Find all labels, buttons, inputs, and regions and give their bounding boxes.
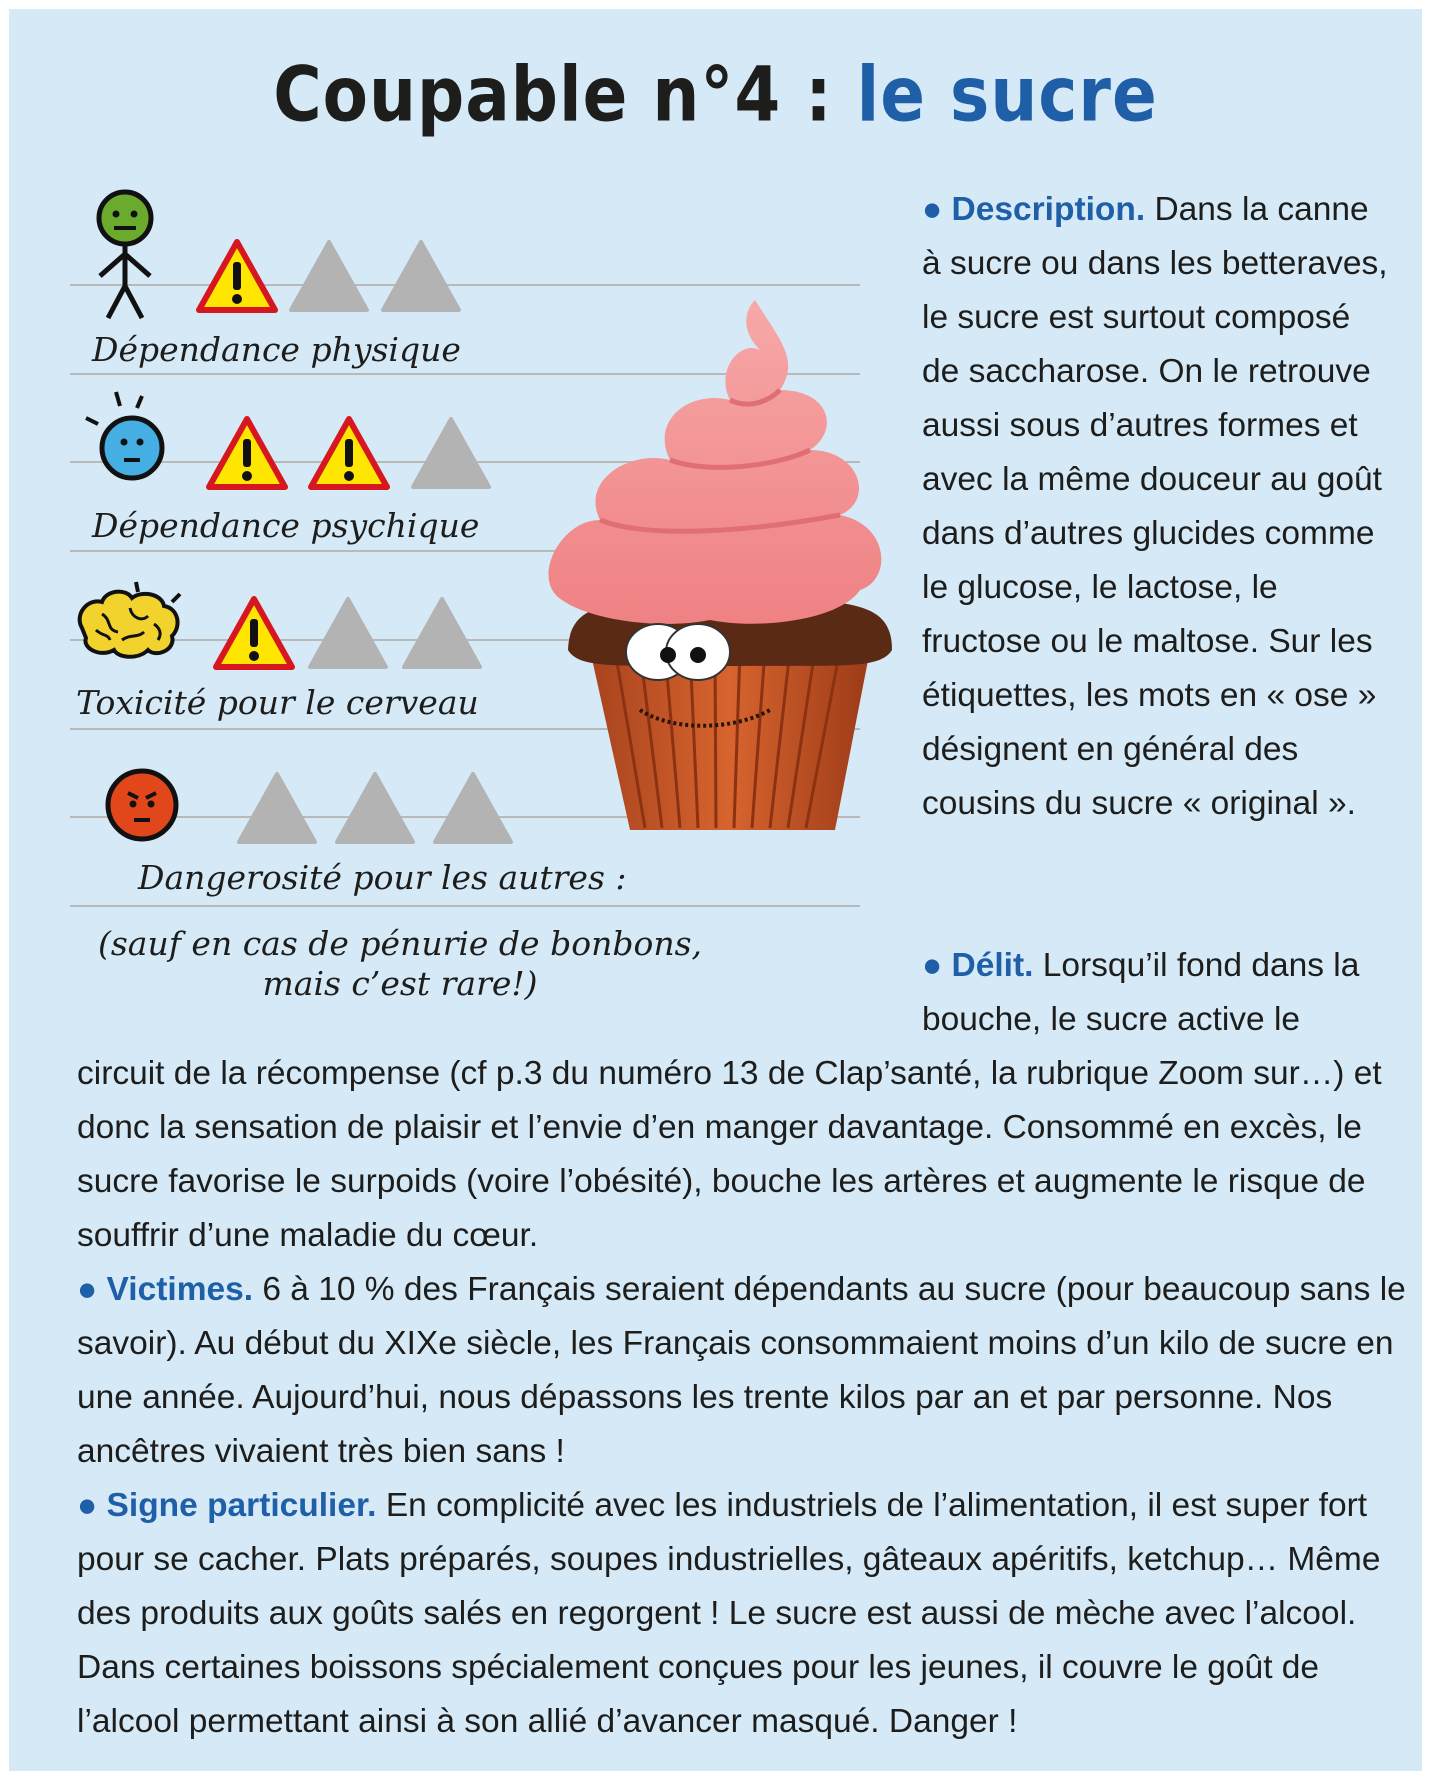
victimes-paragraph: [77, 1263, 1407, 1479]
inactive-triangle-icon: [409, 415, 493, 491]
inactive-triangle-icon: [400, 595, 484, 671]
rating-label-danger: Dangerosité pour les autres :: [138, 858, 627, 897]
inactive-triangle-icon: [287, 238, 371, 314]
bullet-icon: ●: [77, 1271, 98, 1308]
inactive-triangle-icon: [333, 770, 417, 846]
brain-icon: [72, 578, 192, 663]
bullet-icon: ●: [922, 947, 943, 984]
rating-label-physical: Dépendance physique: [92, 330, 461, 369]
angry-face-icon: [102, 765, 182, 845]
rating-label-psychic: Dépendance psychique: [92, 506, 480, 545]
signe-heading: Signe particulier.: [106, 1487, 377, 1524]
description-paragraph: [922, 183, 1392, 831]
delit-body-right: Lorsqu’il fond dans la bouche, le sucre active le: [922, 947, 1360, 1038]
inactive-triangle-icon: [235, 770, 319, 846]
cupcake-character-icon: [540, 300, 920, 845]
signe-paragraph: [77, 1479, 1407, 1749]
description-body: Dans la canne à sucre ou dans les betteraves, le sucre est surtout composé de saccharose. On le retrouve aussi sous d’autres formes et avec la même douceur au goût dans d’autres glucides comme le glucose, le lactose, le fructose ou le maltose. Sur les étiquettes, les mots en « ose » désignent en général des cousins du sucre « original ».: [922, 191, 1388, 822]
delit-paragraph: [922, 939, 1392, 1047]
divider: [70, 284, 860, 286]
inactive-triangle-icon: [431, 770, 515, 846]
delit-continued: circuit de la récompense (cf p.3 du numéro 13 de Clap’santé, la rubrique Zoom sur…) et donc la sensation de plaisir et l’envie d’en manger davantage. Consommé en excès, le sucre favorise le surpoids (voire l’obésité), bouche les artères et augmente le risque de souffrir d’une maladie du cœur.: [77, 1055, 1382, 1254]
bullet-icon: ●: [77, 1487, 98, 1524]
inactive-triangle-icon: [379, 238, 463, 314]
warning-triangle-icon: [195, 238, 279, 314]
description-heading: Description.: [951, 191, 1146, 228]
rating-label-brain: Toxicité pour le cerveau: [76, 683, 479, 722]
stick-figure-icon: [90, 188, 160, 323]
page-title: [0, 50, 1431, 139]
warning-triangle-icon: [307, 415, 391, 491]
signe-body: En complicité avec les industriels de l’alimentation, il est super fort pour se cacher. Plats préparés, soupes industrielles, gâteaux apéritifs, ketchup… Même des produits aux goûts salés en regorgent ! Le sucre est aussi de mèche avec l’alcool. Dans certaines boissons spécialement conçues pour les jeunes, il couvre le goût de l’alcool permettant ainsi à son allié d’avancer masqué. Danger !: [77, 1487, 1381, 1740]
delit-heading: Délit.: [951, 947, 1034, 984]
note-line-1: (sauf en cas de pénurie de bonbons,: [97, 924, 702, 963]
victimes-heading: Victimes.: [106, 1271, 254, 1308]
blue-face-icon: [82, 388, 172, 488]
warning-triangle-icon: [205, 415, 289, 491]
victimes-body: 6 à 10 % des Français seraient dépendants au sucre (pour beaucoup sans le savoir). Au début du XIXe siècle, les Français consommaient moins d’un kilo de sucre en une année. Aujourd’hui, nous dépassons les trente kilos par an et par personne. Nos ancêtres vivaient très bien sans !: [77, 1271, 1406, 1470]
note-line-2: mais c’est rare!): [262, 964, 538, 1003]
bullet-icon: ●: [922, 191, 943, 228]
title-highlight: le sucre: [856, 50, 1158, 139]
title-prefix: Coupable n°4 :: [273, 50, 857, 139]
inactive-triangle-icon: [306, 595, 390, 671]
warning-triangle-icon: [212, 595, 296, 671]
divider: [70, 905, 860, 907]
